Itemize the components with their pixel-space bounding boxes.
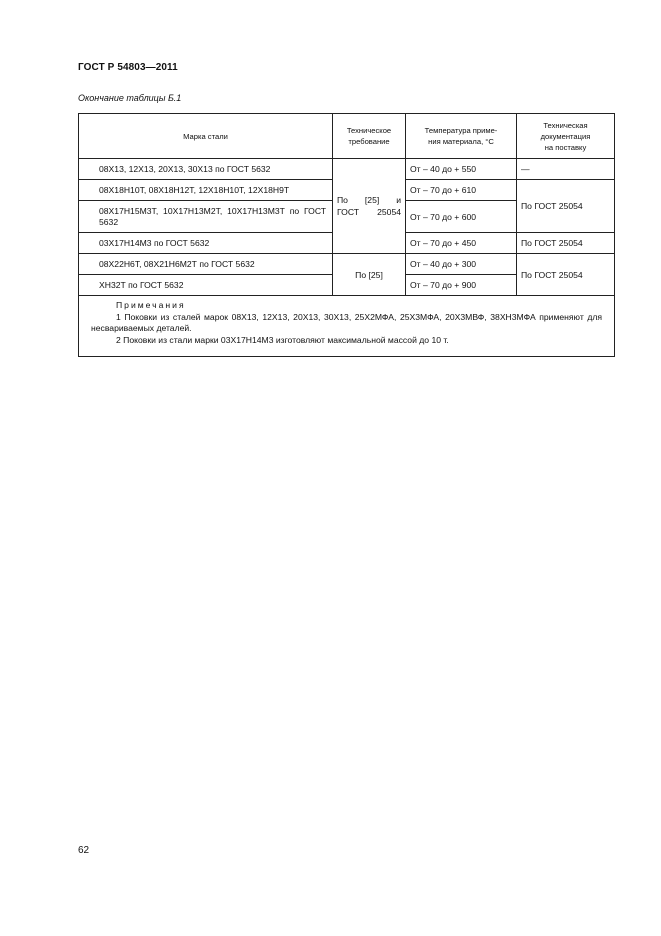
temperature-cell: От – 40 до + 550 xyxy=(406,159,517,180)
documentation-cell: — xyxy=(517,159,615,180)
steel-grades-table xyxy=(78,113,615,357)
temperature-cell: От – 70 до + 900 xyxy=(406,275,517,296)
table-header-row xyxy=(79,114,615,159)
grade-cell: ХН32Т по ГОСТ 5632 xyxy=(79,275,333,296)
temperature-cell: От – 40 до + 300 xyxy=(406,254,517,275)
grade-cell: 03Х17Н14М3 по ГОСТ 5632 xyxy=(79,233,333,254)
note-item: 1 Поковки из сталей марок 08Х13, 12Х13, 20Х13, 30Х13, 25Х2МФА, 25Х3МФА, 20Х3МВФ, 38ХН3МФА применяют для несвариваемых деталей. xyxy=(91,311,602,333)
column-header-requirement: Техническое требование xyxy=(333,114,406,159)
note-item: 2 Поковки из стали марки 03Х17Н14М3 изготовляют максимальной массой до 10 т. xyxy=(116,334,449,345)
notes-cell xyxy=(79,296,615,357)
requirement-cell-group2: По [25] xyxy=(333,254,406,296)
table-caption: Окончание таблицы Б.1 xyxy=(78,93,182,103)
column-header-documentation: Техническая документация на поставку xyxy=(517,114,615,159)
grade-cell: 08Х13, 12Х13, 20Х13, 30Х13 по ГОСТ 5632 xyxy=(79,159,333,180)
temperature-cell: От – 70 до + 600 xyxy=(406,201,517,233)
document-header: ГОСТ Р 54803—2011 xyxy=(78,62,178,73)
temperature-cell: От – 70 до + 450 xyxy=(406,233,517,254)
documentation-cell: По ГОСТ 25054 xyxy=(517,233,615,254)
notes-title: Примечания xyxy=(116,300,186,310)
requirement-cell-group1: По [25] и ГОСТ 25054 xyxy=(333,159,406,254)
notes-row xyxy=(79,296,615,357)
table-row xyxy=(79,159,615,180)
documentation-cell-group2: По ГОСТ 25054 xyxy=(517,254,615,296)
column-header-grade: Марка стали xyxy=(79,114,333,159)
grade-cell: 08Х18Н10Т, 08Х18Н12Т, 12Х18Н10Т, 12Х18Н9Т xyxy=(79,180,333,201)
page-number: 62 xyxy=(78,845,90,856)
documentation-cell-group1: По ГОСТ 25054 xyxy=(517,180,615,233)
grade-cell: 08Х22Н6Т, 08Х21Н6М2Т по ГОСТ 5632 xyxy=(79,254,333,275)
temperature-cell: От – 70 до + 610 xyxy=(406,180,517,201)
grade-cell: 08Х17Н15М3Т, 10Х17Н13М2Т, 10Х17Н13М3Т по ГОСТ 5632 xyxy=(79,201,333,233)
table-row xyxy=(79,254,615,275)
column-header-temperature: Температура приме- ния материала, °С xyxy=(406,114,517,159)
